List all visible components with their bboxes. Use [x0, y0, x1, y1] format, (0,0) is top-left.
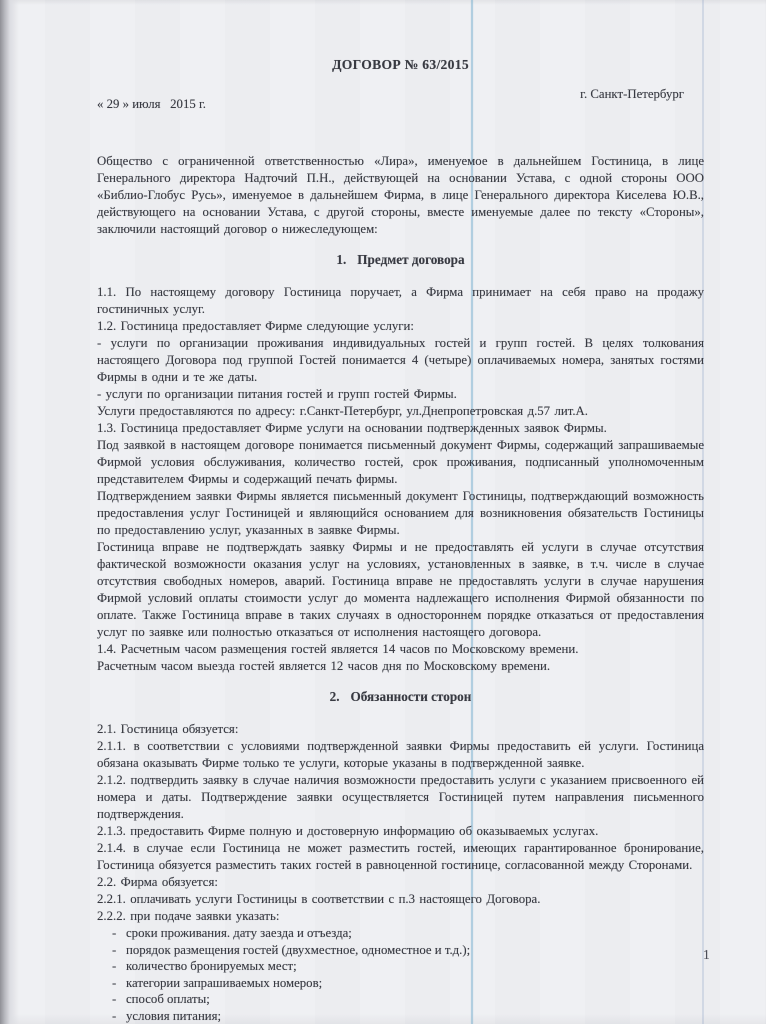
contract-date: « 29 » июля 2015 г.	[97, 97, 206, 111]
paragraph-1-2-service-2: - услуги по организации питания гостей и групп гостей Фирмы.	[97, 387, 457, 401]
paragraph-2-1-1: 2.1.1. в соответствии с условиями подтвержденной заявки Фирмы предоставить ей услуги. Гостиница обязана оказывать Фирме только те услуги, которые указаны в подтвержденной заявке.	[97, 739, 704, 770]
contract-title: ДОГОВОР № 63/2015	[332, 57, 469, 72]
page-number: 1	[703, 947, 710, 962]
list-item	[97, 942, 704, 959]
paragraph-1-4-checkout: Расчетным часом выезда гостей является 12 часов дня по Московскому времени.	[97, 659, 551, 673]
section-2-heading	[97, 688, 704, 705]
list-item-text: порядок размещения гостей (двухместное, одноместное и т.д.);	[126, 942, 471, 957]
list-item	[97, 925, 704, 942]
section-1-title: Предмет договора	[357, 252, 465, 267]
paragraph-1-3: 1.3. Гостиница предоставляет Фирме услуги на основании подтвержденных заявок Фирмы.	[97, 421, 607, 435]
section-2-title: Обязанности сторон	[350, 689, 472, 704]
dash-marker: -	[112, 959, 117, 974]
list-item	[97, 958, 704, 975]
contract-city: г. Санкт-Петербург	[580, 87, 684, 101]
dash-marker: -	[112, 942, 117, 957]
paragraph-1-2-service-1: - услуги по организации проживания индивидуальных гостей и групп гостей. В целях толкования настоящего Договора под группой Гостей понимается 4 (четыре) оплачиваемых номера, занятых гостями Фирмы в одни и те же даты.	[97, 336, 704, 384]
list-item-text: количество бронируемых мест;	[126, 959, 297, 974]
list-item-text: категории запрашиваемых номеров;	[126, 975, 323, 990]
paragraph-2-2-2: 2.2.2. при подаче заявки указать:	[97, 909, 280, 923]
paragraph-2-2: 2.2. Фирма обязуется:	[97, 875, 218, 889]
paragraph-address: Услуги предоставляются по адресу: г.Санкт-Петербург, ул.Днепропетровская д.57 лит.А.	[97, 404, 588, 418]
paragraph-1-3-zayavka: Под заявкой в настоящем договоре понимается письменный документ Фирмы, содержащий запрашиваемые Фирмой условия обслуживания, количество гостей, срок проживания, подписанный уполномоченным представителем Фирмы и содержащий печать фирмы.	[97, 438, 704, 486]
dash-marker: -	[112, 992, 117, 1007]
paragraph-1-3-rights: Гостиница вправе не подтверждать заявку Фирмы и не предоставлять ей услуги в случае отсутствия фактической возможности оказания услуг на условиях, установленных в заявке, в т.ч. числе в случае отсутствия свободных номеров, аварий. Гостиница вправе не предоставлять услуги в случае нарушения Фирмой условий оплаты стоимости услуг до момента надлежащего исполнения Фирмой обязанности по оплате. Также Гостиница вправе в таких случаях в одностороннем порядке отказаться от предоставления услуг по заявке или полностью отказаться от исполнения настоящего договора.	[97, 540, 704, 639]
dash-marker: -	[112, 975, 117, 990]
paragraph-2-1: 2.1. Гостиница обязуется:	[97, 722, 239, 736]
list-item	[97, 975, 704, 992]
paragraph-2-2-1: 2.2.1. оплачивать услуги Гостиницы в соответствии с п.3 настоящего Договора.	[97, 892, 541, 906]
paragraph-2-1-4: 2.1.4. в случае если Гостиница не может разместить гостей, имеющих гарантированное бронирование, Гостиница обязуется разместить таких гостей в равноценной гостинице, согласованной между Сторонами.	[97, 841, 704, 872]
list-item	[97, 991, 704, 1008]
scan-edge-shadow	[0, 0, 20, 1024]
paragraph-1-3-confirm: Подтверждением заявки Фирмы является письменный документ Гостиницы, подтверждающий возможность предоставления услуг Гостиницей и являющийся основанием для возникновения обязательств Гостиницы по предоставлению услуг, указанных в заявке Фирмы.	[97, 489, 704, 537]
list-item-text: условия питания;	[126, 1008, 222, 1023]
dash-marker: -	[112, 1008, 117, 1023]
preamble-paragraph: Общество с ограниченной ответственностью «Лира», именуемое в дальнейшем Гостиница, в лице Генерального директора Надточий П.Н., действующей на основании Устава, с одной стороны ООО «Библио-Глобус Русь», именуемое в дальнейшем Фирма, в лице Генерального директора Киселева Ю.В., действующего на основании Устава, с другой стороны, вместе именуемые далее по тексту «Стороны», заключили настоящий договор о нижеследующем:	[97, 154, 704, 236]
list-item	[97, 1008, 704, 1024]
section-2-number: 2.	[329, 689, 340, 704]
list-item-text: сроки проживания. дату заезда и отъезда;	[126, 926, 352, 940]
section-1-number: 1.	[336, 252, 347, 267]
document-content	[97, 56, 704, 1024]
paragraph-2-1-3: 2.1.3. предоставить Фирме полную и достоверную информацию об оказываемых услугах.	[97, 824, 599, 838]
section-1-heading	[97, 251, 704, 268]
paragraph-1-4-checkin: 1.4. Расчетным часом размещения гостей является 14 часов по Московскому времени.	[97, 642, 579, 656]
paragraph-1-2: 1.2. Гостиница предоставляет Фирме следующие услуги:	[97, 319, 414, 333]
paragraph-2-1-2: 2.1.2. подтвердить заявку в случае наличия возможности предоставить услуги с указанием присвоенного ей номера и даты. Подтверждение заявки осуществляется Гостиницей путем направления письменного подтверждения.	[97, 773, 704, 821]
list-item-text: способ оплаты;	[126, 992, 210, 1007]
paragraph-1-1: 1.1. По настоящему договору Гостиница поручает, а Фирма принимает на себя право на продажу гостиничных услуг.	[97, 285, 704, 316]
booking-requirements-list	[97, 925, 704, 1024]
dash-marker: -	[112, 926, 117, 940]
